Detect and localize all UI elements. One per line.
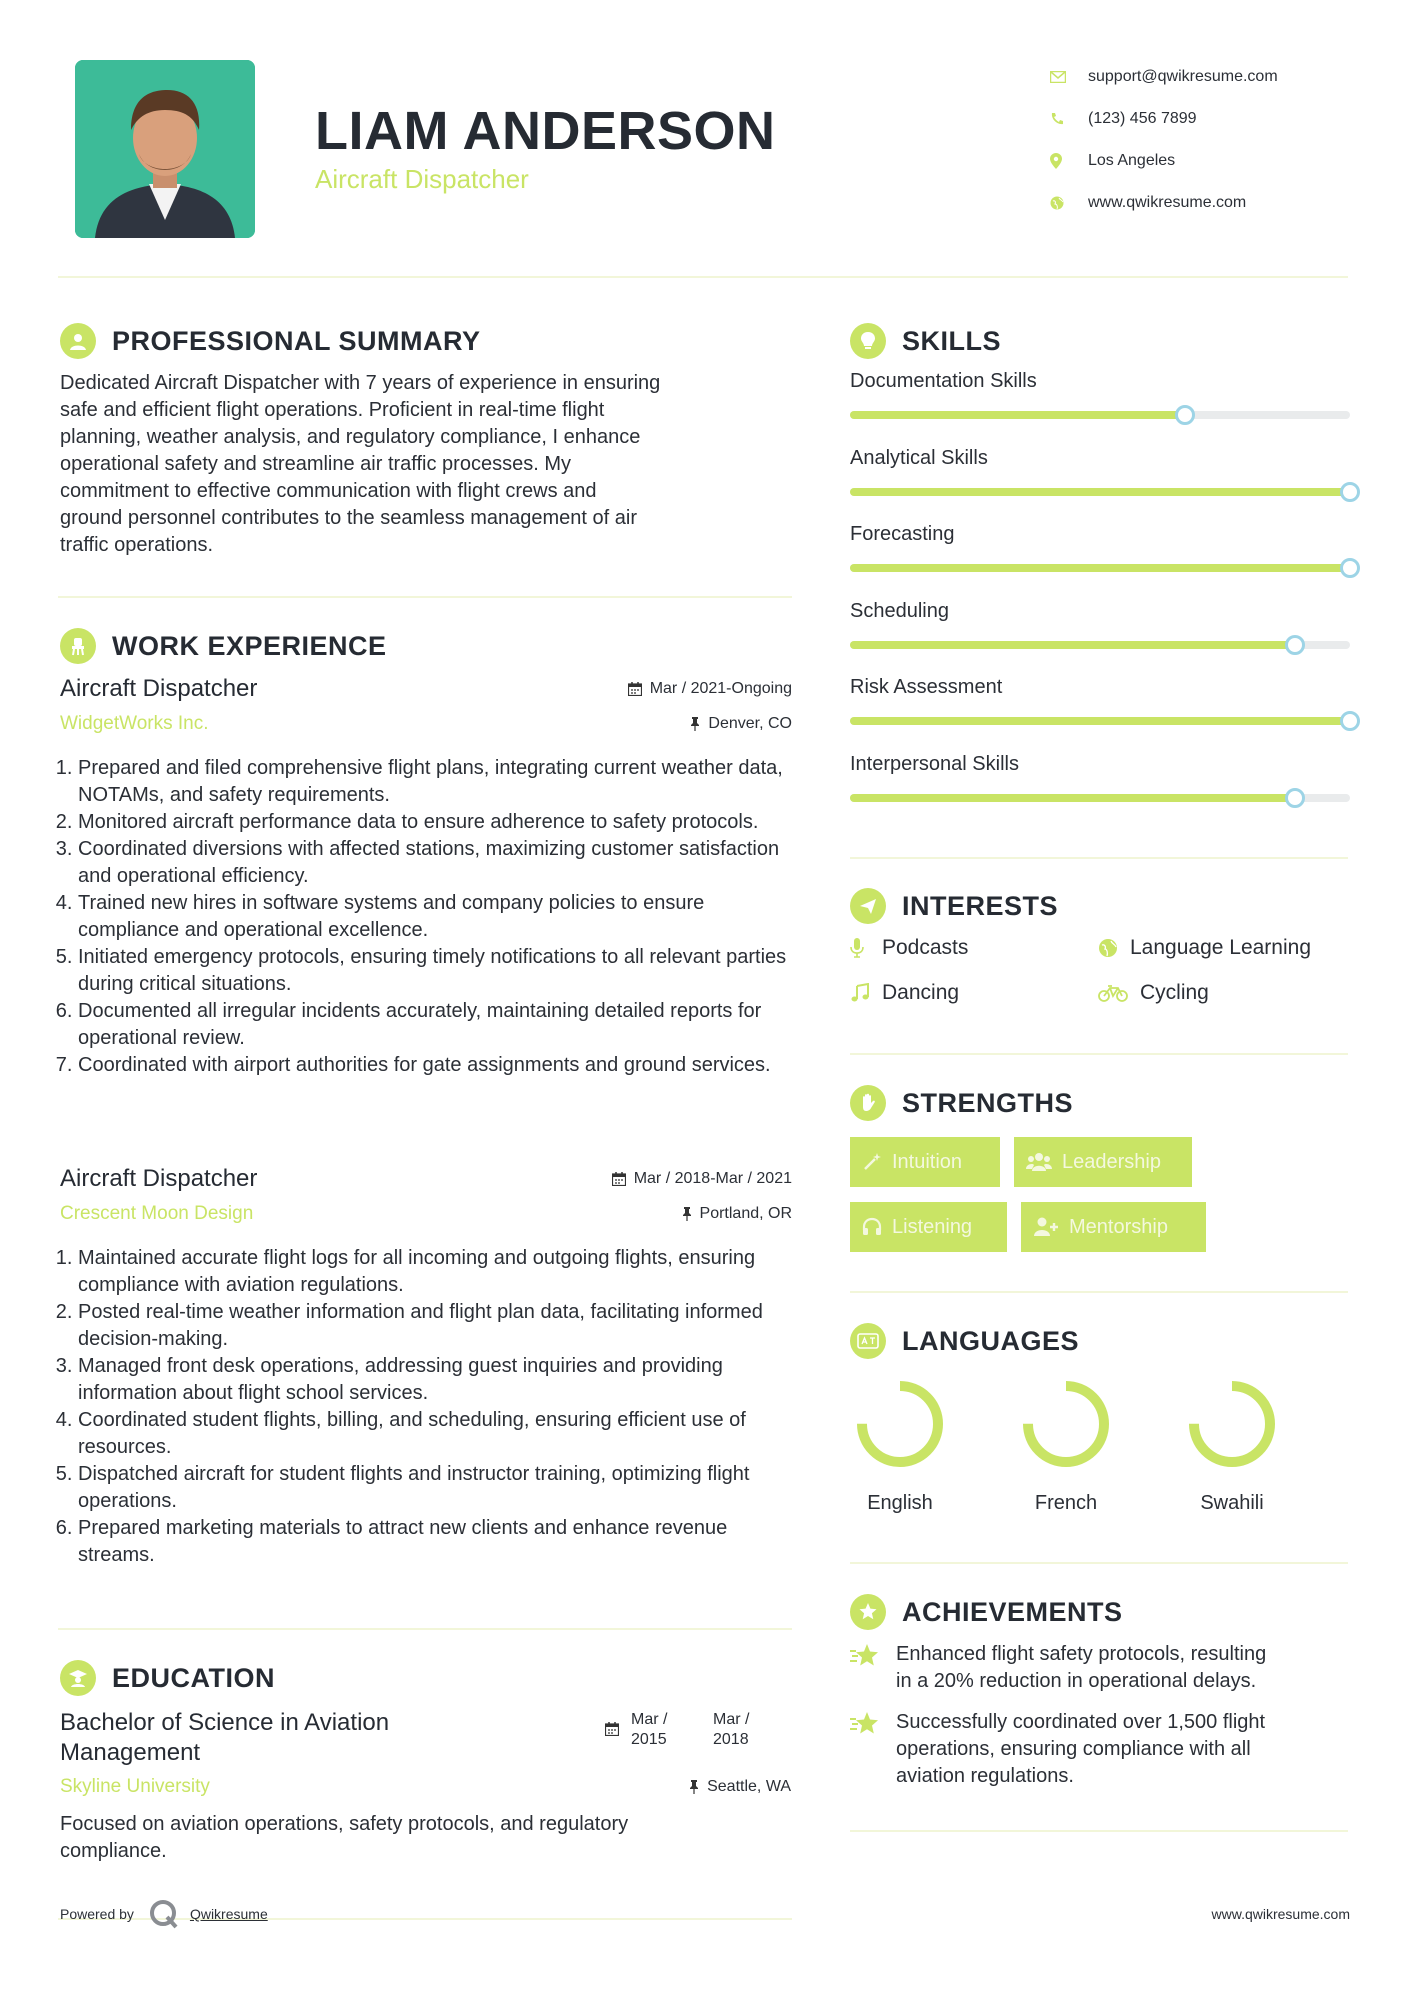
interests-heading <box>850 888 1058 924</box>
job-location <box>682 1205 792 1223</box>
strengths-heading <box>850 1085 1073 1121</box>
summary-line: operational safety and streamline air traffic processes. My <box>60 453 571 475</box>
experience-heading <box>60 628 387 664</box>
education-heading <box>60 1660 275 1696</box>
degree-title <box>60 1708 510 1768</box>
experience-title: WORK EXPERIENCE <box>112 630 387 661</box>
language-item <box>1172 1376 1292 1515</box>
skill-fill <box>850 794 1295 802</box>
achievement-text <box>896 1709 1265 1790</box>
skill-label: Interpersonal Skills <box>850 752 1019 775</box>
calendar-icon <box>605 1722 619 1736</box>
list-item: 1. Maintained accurate flight logs for all incoming and outgoing flights, ensuring compliance with aviation regulations. <box>78 1245 792 1299</box>
education-end <box>713 1710 749 1750</box>
interest-item-cycling <box>1098 981 1209 1005</box>
user-plus-icon <box>1033 1217 1059 1237</box>
summary-title: PROFESSIONAL SUMMARY <box>112 325 481 356</box>
job-entry-2 <box>60 1165 792 1569</box>
job-dates-text: Mar / 2018-Mar / 2021 <box>633 1170 792 1187</box>
job-title: Aircraft Dispatcher <box>60 1165 258 1192</box>
summary-line: Dedicated Aircraft Dispatcher with 7 years of experience in ensuring <box>60 372 661 394</box>
language-ring <box>852 1376 948 1472</box>
skill-item <box>850 753 1350 802</box>
bicycle-icon <box>1098 984 1136 1002</box>
job-location-text: Denver, CO <box>708 715 792 732</box>
language-item <box>840 1376 960 1515</box>
list-item: 7. Coordinated with airport authorities for gate assignments and ground services. <box>78 1052 792 1079</box>
pushpin-icon <box>682 1207 692 1221</box>
skill-label: Analytical Skills <box>850 446 988 469</box>
language-label: Swahili <box>1200 1492 1264 1514</box>
pushpin-icon <box>689 1780 699 1794</box>
achievement-line: Successfully coordinated over 1,500 flight <box>896 1711 1266 1733</box>
skill-item <box>850 676 1350 725</box>
users-icon <box>1026 1152 1052 1172</box>
skill-label: Scheduling <box>850 599 949 622</box>
interest-label: Cycling <box>1140 981 1209 1004</box>
contact-email-text: support@qwikresume.com <box>1088 68 1278 85</box>
skill-label: Forecasting <box>850 523 955 545</box>
education-description <box>60 1811 800 1865</box>
calendar-icon <box>628 682 642 696</box>
star-icon <box>850 1641 896 1695</box>
candidate-title: Aircraft Dispatcher <box>315 164 529 194</box>
interest-label: Language Learning <box>1130 936 1312 959</box>
strength-tag-leadership <box>1014 1137 1192 1187</box>
powered-by-text: Powered by <box>60 1906 134 1922</box>
end-year: 2018 <box>713 1731 749 1748</box>
language-ring <box>1184 1376 1280 1472</box>
achievements-divider <box>850 1830 1348 1832</box>
footer-website[interactable]: www.qwikresume.com <box>1211 1906 1350 1922</box>
pushpin-icon <box>690 717 700 731</box>
education-title: EDUCATION <box>112 1662 275 1693</box>
achievement-line: in a 20% reduction in operational delays. <box>896 1670 1257 1692</box>
company-name: WidgetWorks Inc. <box>60 713 209 734</box>
contact-location <box>1050 140 1370 182</box>
achievement-line: operations, ensuring compliance with all <box>896 1738 1251 1760</box>
summary-line: planning, weather analysis, and regulatory compliance, I enhance <box>60 426 641 448</box>
lightbulb-icon <box>850 323 886 359</box>
achievement-line: Enhanced flight safety protocols, resulting <box>896 1643 1267 1665</box>
summary-line: traffic operations. <box>60 534 214 556</box>
contact-phone-text: (123) 456 7899 <box>1088 110 1197 127</box>
list-item: 2. Posted real-time weather information and flight plan data, facilitating informed decision-making. <box>78 1299 792 1353</box>
contact-list <box>1050 56 1370 224</box>
skill-knob <box>1340 482 1360 502</box>
languages-title: LANGUAGES <box>902 1325 1080 1356</box>
graduate-icon <box>60 1660 96 1696</box>
summary-heading <box>60 323 481 359</box>
job-responsibilities <box>60 1245 792 1569</box>
skill-fill <box>850 641 1295 649</box>
skill-item <box>850 447 1350 496</box>
summary-line: safe and efficient flight operations. Proficient in real-time flight <box>60 399 605 421</box>
skills-title: SKILLS <box>902 325 1002 356</box>
strength-tag-intuition <box>850 1137 1000 1187</box>
interest-item-podcasts <box>850 936 968 960</box>
skill-label: Risk Assessment <box>850 676 1003 698</box>
job-dates-text: Mar / 2021-Ongoing <box>649 680 792 697</box>
hand-icon <box>850 1085 886 1121</box>
contact-website-text: www.qwikresume.com <box>1088 194 1247 211</box>
strength-label: Leadership <box>1062 1150 1161 1173</box>
achievements-title: ACHIEVEMENTS <box>902 1596 1123 1627</box>
language-ring <box>1018 1376 1114 1472</box>
degree-line: Bachelor of Science in Aviation <box>60 1709 390 1736</box>
skill-track <box>850 564 1350 572</box>
achievement-item <box>850 1641 1350 1695</box>
language-ring-arc <box>1194 1386 1270 1462</box>
strength-label: Mentorship <box>1069 1215 1168 1238</box>
description-line: Focused on aviation operations, safety protocols, and regulatory <box>60 1813 629 1835</box>
end-month: Mar / <box>713 1711 750 1728</box>
education-dates <box>605 1710 749 1750</box>
interest-item-language-learning <box>1098 936 1311 960</box>
experience-divider <box>58 1628 792 1630</box>
globe-icon <box>1098 938 1126 958</box>
job-location-text: Portland, OR <box>699 1205 792 1222</box>
job-dates <box>628 680 792 698</box>
list-item: 6. Documented all irregular incidents accurately, maintaining detailed reports for operational review. <box>78 998 792 1052</box>
skill-fill <box>850 488 1350 496</box>
job-dates <box>612 1170 792 1188</box>
person-portrait-icon <box>75 60 255 238</box>
header-divider <box>58 276 1348 278</box>
skill-track <box>850 717 1350 725</box>
magic-wand-icon <box>862 1152 882 1172</box>
school-name: Skyline University <box>60 1776 210 1797</box>
language-ring-arc <box>1028 1386 1104 1462</box>
envelope-icon <box>1050 71 1088 83</box>
candidate-name: LIAM ANDERSON <box>315 101 776 161</box>
skill-fill <box>850 564 1350 572</box>
phone-icon <box>1050 112 1088 126</box>
company-name: Crescent Moon Design <box>60 1203 254 1224</box>
contact-phone[interactable] <box>1050 98 1370 140</box>
list-item: 5. Initiated emergency protocols, ensuring timely notifications to all relevant parties during critical situations. <box>78 944 792 998</box>
job-entry-1 <box>60 675 792 1079</box>
list-item: 1. Prepared and filed comprehensive flight plans, integrating current weather data, NOTAMs, and safety requirements. <box>78 755 792 809</box>
skill-knob <box>1340 711 1360 731</box>
skill-knob <box>1340 558 1360 578</box>
skill-fill <box>850 411 1185 419</box>
skill-fill <box>850 717 1350 725</box>
skill-knob <box>1175 405 1195 425</box>
paper-plane-icon <box>850 888 886 924</box>
star-icon <box>850 1709 896 1790</box>
summary-line: commitment to effective communication with flight crews and <box>60 480 597 502</box>
list-item: 5. Dispatched aircraft for student flights and instructor training, optimizing flight operations. <box>78 1461 792 1515</box>
skill-track <box>850 641 1350 649</box>
language-label: French <box>1034 1492 1098 1514</box>
skill-label: Documentation Skills <box>850 370 1037 392</box>
language-label: English <box>867 1492 933 1514</box>
strength-label: Listening <box>892 1215 973 1238</box>
interest-label: Podcasts <box>882 936 969 959</box>
skill-item <box>850 370 1350 419</box>
strength-tag-listening <box>850 1202 1007 1252</box>
start-year: 2015 <box>631 1731 667 1748</box>
calendar-icon <box>612 1172 626 1186</box>
qwikresume-logo-icon <box>148 1898 180 1930</box>
strengths-title: STRENGTHS <box>902 1087 1074 1118</box>
language-badge-icon <box>850 1323 886 1359</box>
start-month: Mar / <box>631 1711 668 1728</box>
contact-location-text: Los Angeles <box>1088 152 1176 169</box>
list-item: 6. Prepared marketing materials to attract new clients and enhance revenue streams. <box>78 1515 792 1569</box>
chair-icon <box>60 628 96 664</box>
education-start <box>631 1710 713 1750</box>
achievement-text <box>896 1641 1266 1695</box>
strengths-divider <box>850 1291 1348 1293</box>
skill-item <box>850 600 1350 649</box>
skill-item <box>850 523 1350 572</box>
language-item <box>1006 1376 1126 1515</box>
skills-divider <box>850 857 1348 859</box>
achievements-heading <box>850 1594 1123 1630</box>
music-note-icon <box>850 983 878 1003</box>
list-item: 3. Managed front desk operations, addressing guest inquiries and providing information about flight school services. <box>78 1353 792 1407</box>
summary-text <box>60 370 800 559</box>
achievement-item <box>850 1709 1350 1790</box>
skill-track <box>850 488 1350 496</box>
contact-email[interactable] <box>1050 56 1370 98</box>
education-location-text: Seattle, WA <box>707 1778 791 1795</box>
skills-heading <box>850 323 1001 359</box>
description-line: compliance. <box>60 1840 167 1862</box>
skill-knob <box>1285 788 1305 808</box>
language-ring-arc <box>862 1386 938 1462</box>
summary-line: ground personnel contributes to the seamless management of air <box>60 507 638 529</box>
skill-track <box>850 794 1350 802</box>
languages-divider <box>850 1562 1348 1564</box>
strength-label: Intuition <box>892 1150 963 1173</box>
list-item: 3. Coordinated diversions with affected stations, maximizing customer satisfaction and operational efficiency. <box>78 836 792 890</box>
strength-tag-mentorship <box>1021 1202 1206 1252</box>
list-item: 2. Monitored aircraft performance data to ensure adherence to safety protocols. <box>78 809 792 836</box>
education-location <box>689 1778 791 1796</box>
map-pin-icon <box>1050 153 1088 169</box>
languages-heading <box>850 1323 1079 1359</box>
list-item: 4. Trained new hires in software systems and company policies to ensure compliance and operational excellence. <box>78 890 792 944</box>
award-icon <box>850 1594 886 1630</box>
interests-divider <box>850 1053 1348 1055</box>
summary-divider <box>58 596 792 598</box>
job-location <box>690 715 792 733</box>
skill-track <box>850 411 1350 419</box>
microphone-icon <box>850 938 878 958</box>
contact-website[interactable] <box>1050 182 1370 224</box>
interest-item-dancing <box>850 981 959 1005</box>
job-title: Aircraft Dispatcher <box>60 675 258 702</box>
interest-label: Dancing <box>882 981 960 1004</box>
achievement-line: aviation regulations. <box>896 1765 1074 1787</box>
profile-photo <box>75 60 255 238</box>
footer-powered-by <box>60 1898 268 1930</box>
skill-knob <box>1285 635 1305 655</box>
interests-title: INTERESTS <box>902 890 1059 921</box>
degree-line: Management <box>60 1739 201 1766</box>
globe-icon <box>1050 196 1088 210</box>
qwikresume-link[interactable]: Qwikresume <box>189 1906 268 1922</box>
user-circle-icon <box>60 323 96 359</box>
headphones-icon <box>862 1217 882 1237</box>
job-responsibilities <box>60 755 792 1079</box>
list-item: 4. Coordinated student flights, billing, and scheduling, ensuring efficient use of resources. <box>78 1407 792 1461</box>
